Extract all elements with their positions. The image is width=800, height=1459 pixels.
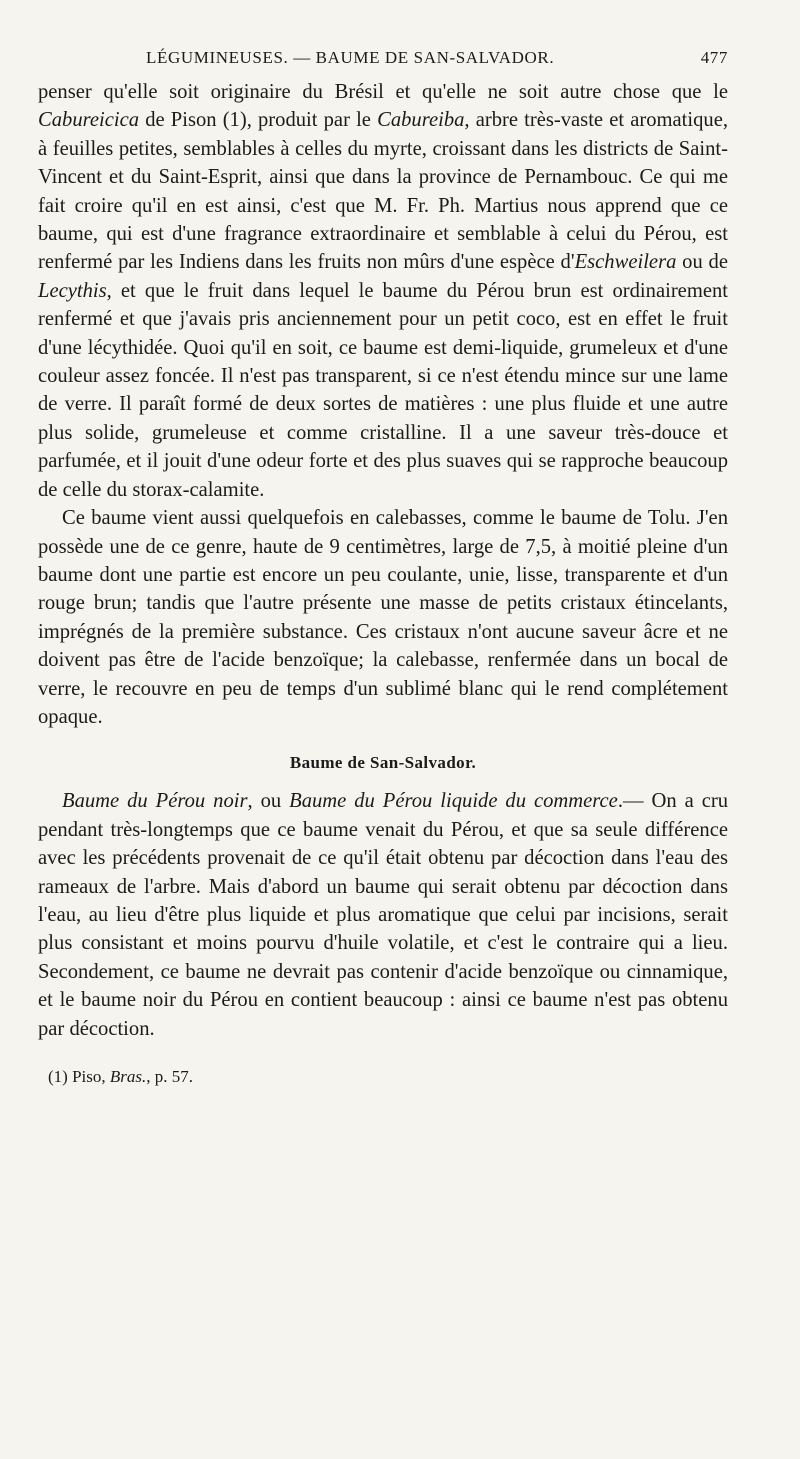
paragraph-1 (38, 78, 728, 504)
paragraph-3 (38, 787, 728, 1043)
footnote-italic: Bras. (109, 1067, 147, 1086)
italic-term: Cabureiba (377, 109, 465, 132)
italic-term: Lecythis (38, 279, 107, 302)
italic-term: Cabureicica (38, 109, 140, 132)
text-run: ou de (676, 251, 728, 274)
paragraph-2: Ce baume vient aussi quelquefois en calebasses, comme le baume de Tolu. J'en possède une de ce genre, haute de 9 centimètres, large de 7,5, à moitié pleine d'un baume dont une partie est encore un peu coulante, unie, lisse, transparente et d'un rouge brun; tandis que l'autre présente une masse de petits cristaux étincelants, imprégnés de la première substance. Ces cristaux n'ont aucune saveur âcre et ne doivent pas être de l'acide benzoïque; la calebasse, renfermée dans un bocal de verre, le recouvre en peu de temps d'un sublimé blanc qui le rend complétement opaque. (38, 507, 728, 728)
italic-term: Baume du Pérou noir (62, 790, 248, 813)
book-page (38, 48, 728, 1087)
footnote-text: (1) Piso, (48, 1067, 110, 1086)
page-header (38, 48, 728, 78)
text-run: , et que le fruit dans lequel le baume du Pérou brun est ordinairement renfermé et que j'avais pris anciennement pour un petit coco, est en effet le fruit d'une lécythidée. Quoi qu'il en soit, ce baume est demi-liquide, grumeleux et d'une couleur assez foncée. Il n'est pas transparent, si ce n'est étendu mince sur une lame de verre. Il paraît formé de deux sortes de matières : une plus fluide et une autre plus solide, grumeleuse et comme cristalline. Il a une saveur très-douce et parfumée, et il jouit d'une odeur forte et des plus suaves qui se rapproche beaucoup de celle du storax-calamite. (38, 279, 728, 501)
running-head: LÉGUMINEUSES. — BAUME DE SAN-SALVADOR. (146, 48, 555, 67)
page-number: 477 (700, 48, 728, 67)
footnote (38, 1067, 728, 1087)
text-run: , ou (247, 790, 290, 813)
footnote-text: , p. 57. (146, 1067, 193, 1086)
text-run: de Pison (1), produit par le (139, 109, 378, 132)
section-title: Baume de San-Salvador. (289, 753, 477, 773)
text-run: penser qu'elle soit originaire du Brésil et qu'elle ne soit autre chose que le (38, 81, 728, 103)
text-run: , arbre très-vaste et aromatique, à feuilles petites, semblables à celles du myrte, croissant dans les districts de Saint-Vincent et du Saint-Esprit, ainsi que dans la province de Pernambouc. Ce qui me fait croire qu'il en est ainsi, c'est que M. Fr. Ph. Martius nous apprend que ce baume, qui est d'une fragrance extraordinaire et semblable à celui du Pérou, est renfermé par les Indiens dans les fruits non mûrs d'une espèce d' (38, 109, 728, 274)
italic-term: Eschweilera (574, 251, 677, 274)
text-run: .— On a cru pendant très-longtemps que ce baume venait du Pérou, et que sa seule différence avec les précédents provenait de ce qu'il était obtenu par décoction dans l'eau des rameaux de l'arbre. Mais d'abord un baume qui serait obtenu par décoction dans l'eau, au lieu d'être plus liquide et plus aromatique que celui par incisions, serait plus consistant et moins pourvu d'huile volatile, et c'est le contraire qui a lieu. Secondement, ce baume ne devrait pas contenir d'acide benzoïque ou cinnamique, et le baume noir du Pérou en contient beaucoup : ainsi ce baume n'est pas obtenu par décoction. (38, 790, 728, 1040)
body-text (38, 78, 728, 1043)
italic-term: Baume du Pérou liquide du commerce (289, 790, 618, 813)
